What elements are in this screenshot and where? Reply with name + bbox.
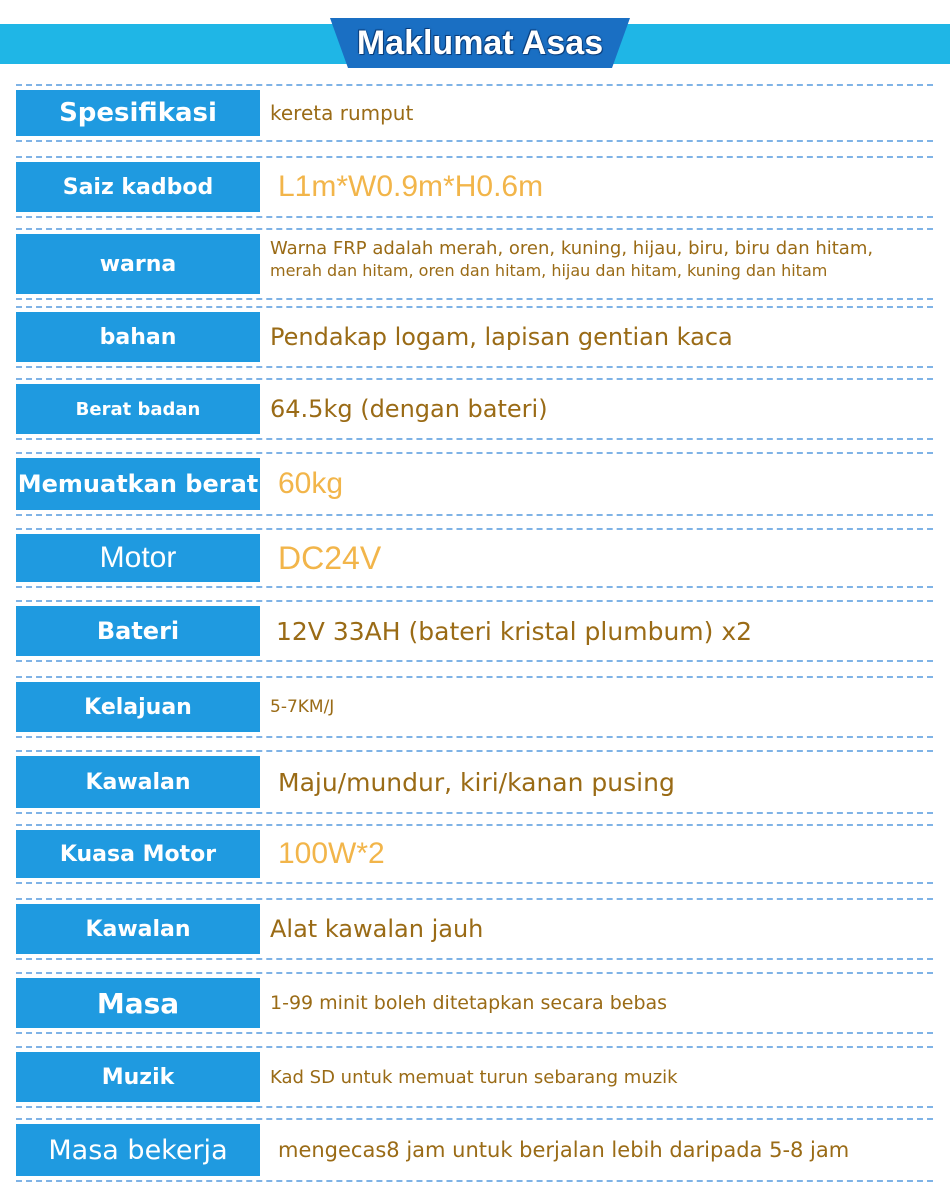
row-value: Maju/mundur, kiri/kanan pusing: [278, 767, 675, 797]
row-value-line: Warna FRP adalah merah, oren, kuning, hijau, biru, biru dan hitam,: [270, 238, 874, 259]
row-label: Memuatkan berat: [16, 458, 260, 510]
table-row: [16, 528, 933, 588]
page-title: Maklumat Asas: [356, 23, 604, 62]
row-value: mengecas8 jam untuk berjalan lebih daripada 5-8 jam: [278, 1138, 850, 1162]
row-label: Motor: [16, 534, 260, 582]
row-label: Kawalan: [16, 904, 260, 954]
table-row: [16, 378, 933, 440]
table-row: [16, 1118, 933, 1182]
table-row: [16, 972, 933, 1034]
table-row: [16, 676, 933, 738]
row-value-line: merah dan hitam, oren dan hitam, hijau dan hitam, kuning dan hitam: [270, 261, 828, 280]
row-label: bahan: [16, 312, 260, 362]
row-label: Spesifikasi: [16, 90, 260, 136]
row-value: 5-7KM/J: [270, 697, 335, 717]
row-label: Masa bekerja: [16, 1124, 260, 1176]
table-row: [16, 600, 933, 662]
row-label: warna: [16, 234, 260, 294]
row-value: kereta rumput: [270, 101, 414, 125]
row-value: Kad SD untuk memuat turun sebarang muzik: [270, 1066, 678, 1088]
table-row: [16, 750, 933, 814]
row-value: 60kg: [278, 467, 344, 500]
table-row: [16, 1046, 933, 1108]
row-label: Kuasa Motor: [16, 830, 260, 878]
row-label: Kawalan: [16, 756, 260, 808]
row-value: DC24V: [278, 539, 382, 576]
row-label: Muzik: [16, 1052, 260, 1102]
row-value: 100W*2: [278, 837, 385, 870]
row-label: Saiz kadbod: [16, 162, 260, 212]
row-value: Alat kawalan jauh: [270, 915, 484, 943]
row-label: Bateri: [16, 606, 260, 656]
table-row: [16, 898, 933, 960]
row-value: 1-99 minit boleh ditetapkan secara bebas: [270, 992, 668, 1014]
row-label: Berat badan: [16, 384, 260, 434]
row-label: Kelajuan: [16, 682, 260, 732]
row-value: [270, 230, 929, 298]
table-row: [16, 306, 933, 368]
row-label: Masa: [16, 978, 260, 1028]
table-row: [16, 156, 933, 218]
table-row: [16, 824, 933, 884]
row-value: Pendakap logam, lapisan gentian kaca: [270, 323, 733, 351]
row-value: L1m*W0.9m*H0.6m: [278, 170, 544, 203]
row-value: 12V 33AH (bateri kristal plumbum) x2: [276, 616, 753, 646]
table-row: [16, 228, 933, 300]
table-row: [16, 84, 933, 142]
row-value: 64.5kg (dengan bateri): [270, 395, 548, 423]
table-row: [16, 452, 933, 516]
